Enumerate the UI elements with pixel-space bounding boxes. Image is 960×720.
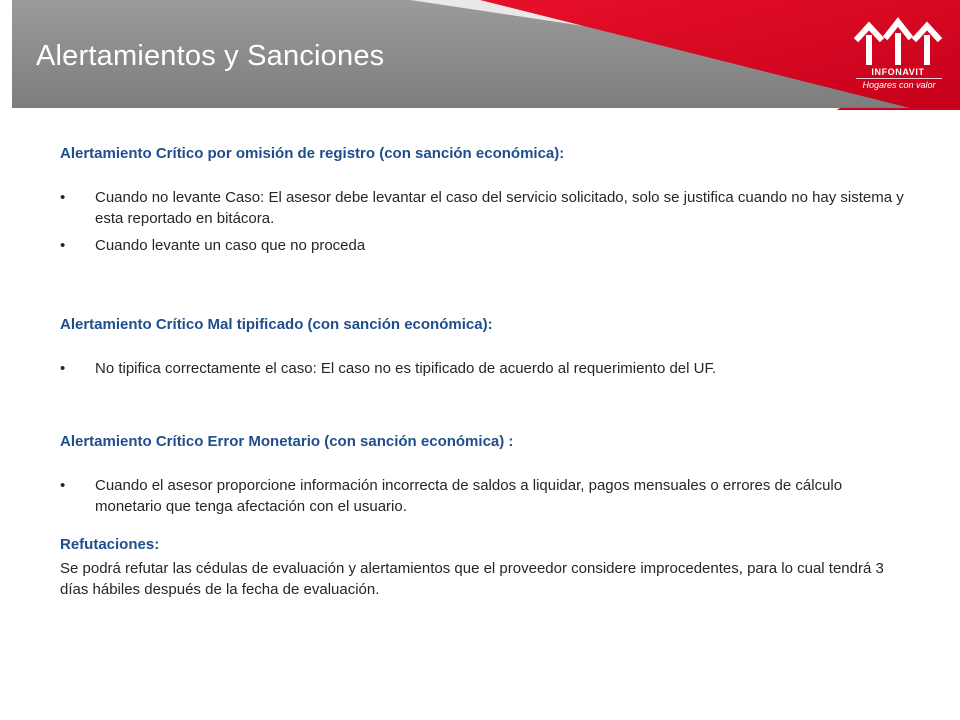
section-heading: Alertamiento Crítico por omisión de registro (con sanción económica):: [60, 145, 565, 162]
infonavit-logo: [850, 14, 946, 94]
logo-tagline: Hogares con valor: [856, 78, 942, 92]
slide-header: [0, 0, 960, 110]
refutaciones-heading: Refutaciones:: [60, 536, 160, 553]
logo-name: INFONAVIT: [871, 67, 925, 77]
slide-body: [60, 143, 910, 600]
bullet-item: • Cuando no levante Caso: El asesor debe levantar el caso del servicio solicitado, solo se justifica cuando no hay sistema y esta reportado en bitácora.: [60, 187, 910, 229]
refutaciones-text: Se podrá refutar las cédulas de evaluación y alertamientos que el proveedor considere improcedentes, para lo cual tendrá 3 días hábiles después de la fecha de evaluación.: [60, 560, 884, 598]
page-title: Alertamientos y Sanciones: [36, 40, 385, 72]
bullet-list: [60, 358, 910, 379]
bullet-list: [60, 475, 910, 517]
bullet-list: [60, 187, 910, 256]
bullet-item: • No tipifica correctamente el caso: El caso no es tipificado de acuerdo al requerimiento del UF.: [60, 358, 910, 379]
bullet-item: • Cuando el asesor proporcione información incorrecta de saldos a liquidar, pagos mensuales o errores de cálculo monetario que tenga afectación con el usuario.: [60, 475, 910, 517]
section-heading: Alertamiento Crítico Mal tipificado (con sanción económica):: [60, 316, 493, 333]
infonavit-houses-icon: [850, 14, 946, 68]
section-heading: Alertamiento Crítico Error Monetario (con sanción económica) :: [60, 433, 514, 450]
bullet-item: • Cuando levante un caso que no proceda: [60, 235, 910, 256]
